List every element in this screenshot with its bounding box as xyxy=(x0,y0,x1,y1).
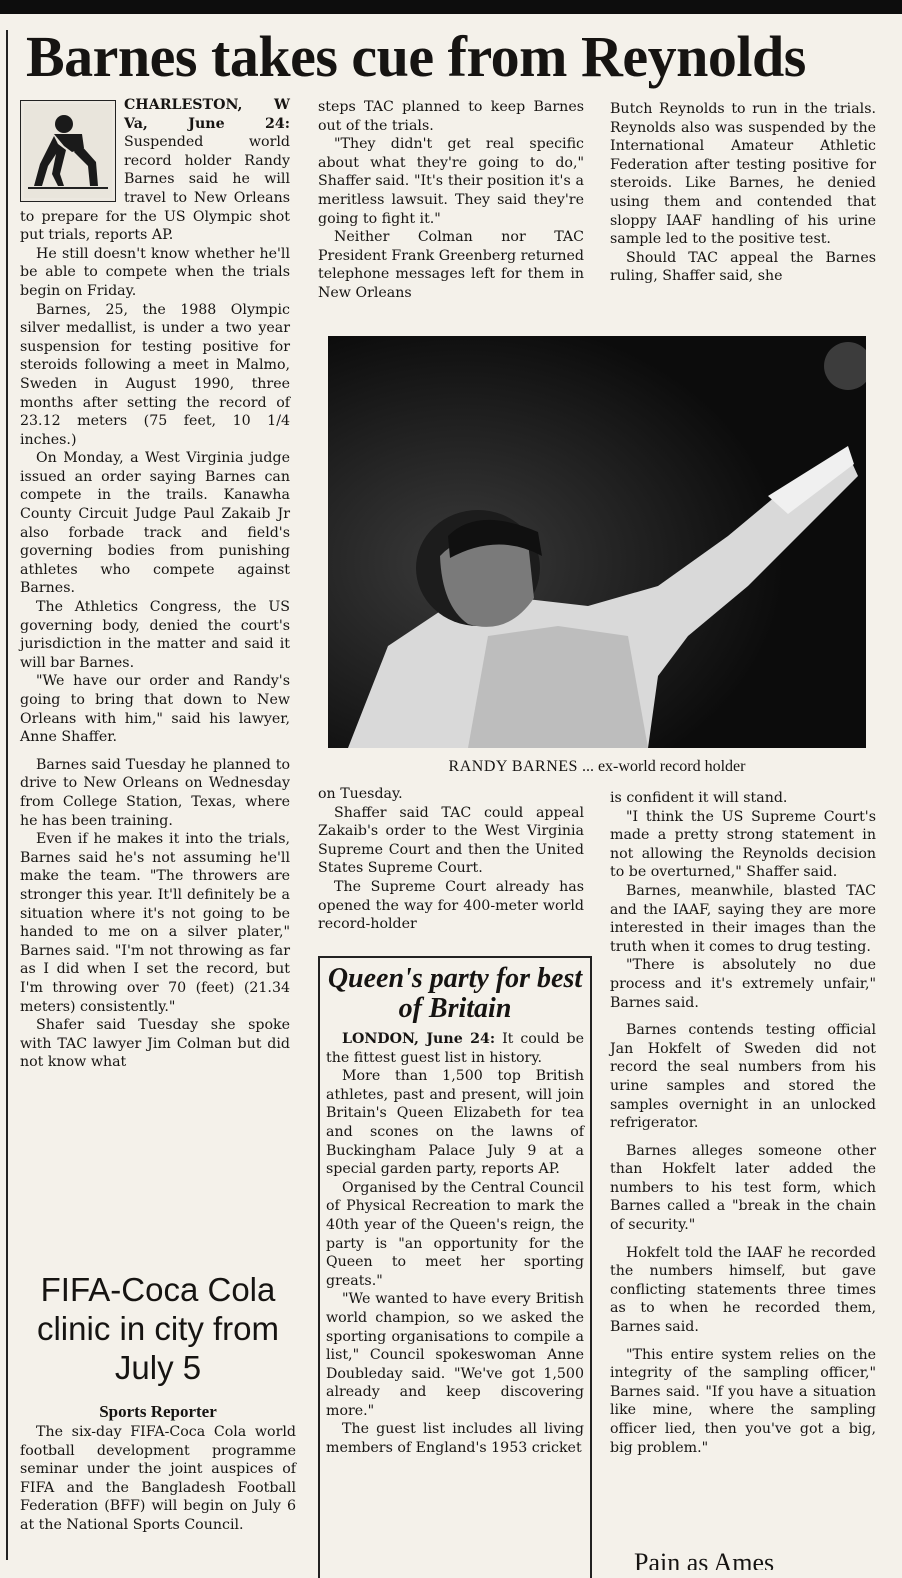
paragraph: "They didn't get real specific about what they're going to do," Shaffer said. "It's their position it's a meritless lawsuit. They said they're going to fight it." xyxy=(318,136,584,227)
column-rule xyxy=(6,30,8,1560)
main-story-column-3-continued xyxy=(610,789,876,1457)
paragraph: Barnes contends testing official Jan Hokfelt of Sweden did not record the seal numbers from his urine samples and stored the samples overnight in an unlocked refrigerator. xyxy=(610,1022,876,1132)
paragraph: The six-day FIFA-Coca Cola world football development programme seminar under the joint auspices of FIFA and the Bangladesh Football Federation (BFF) will begin on July 6 at the National Sports Council. xyxy=(20,1424,296,1533)
queen-party-story xyxy=(318,956,592,1578)
paragraph: He still doesn't know whether he'll be able to compete when the trials begin on Friday. xyxy=(20,245,290,299)
main-story-column-1 xyxy=(20,96,290,1072)
byline: Sports Reporter xyxy=(99,1402,217,1421)
main-story-column-2-continued xyxy=(318,785,584,934)
dateline: LONDON, June 24: xyxy=(342,1031,496,1047)
paragraph: More than 1,500 top British athletes, past and present, will join Britain's Queen Elizabeth for tea and scones on the lawns of Buckingham Palace July 9 at a special garden party, reports AP. xyxy=(326,1068,584,1178)
paragraph: on Tuesday. xyxy=(318,786,403,802)
paragraph: It could be the fittest guest list in history. xyxy=(326,1031,584,1066)
paragraph: Barnes said Tuesday he planned to drive to New Orleans on Wednesday from College Station, Texas, where he has been training. xyxy=(20,756,290,829)
fifa-headline: FIFA-Coca Cola clinic in city from July 5 xyxy=(36,1271,280,1386)
sprinter-logo-thumbnail xyxy=(20,100,116,202)
paragraph: "This entire system relies on the integrity of the sampling officer," Barnes said. "If you have a situation like mine, where the sampling officer lied, then you've got a big, big problem." xyxy=(610,1346,876,1456)
paragraph: "There is absolutely no due process and it's extremely unfair," Barnes said. xyxy=(610,957,876,1011)
queen-party-body xyxy=(320,1030,590,1458)
photo-caption xyxy=(328,756,866,778)
paragraph: Barnes, 25, the 1988 Olympic silver medallist, is under a two year suspension for testing positive for steroids following a meet in Malmo, Sweden in August 1990, three months after setting the record of 23.12 meters (75 feet, 10 1/4 inches.) xyxy=(20,301,290,448)
fifa-body xyxy=(20,1423,296,1535)
paragraph: Shaffer said TAC could appeal Zakaib's order to the West Virginia Supreme Court and then the United States Supreme Court. xyxy=(318,804,584,877)
caption-name: RANDY BARNES xyxy=(448,758,578,775)
paragraph: "We have our order and Randy's going to bring that down to New Orleans with him," said his lawyer, Anne Shaffer. xyxy=(20,673,290,746)
paragraph: Suspended world record holder Randy Barnes said he will travel to New Orleans to prepare for the US Olympic shot put trials, reports AP. xyxy=(20,134,290,244)
fifa-clinic-story xyxy=(20,1270,296,1535)
main-story-column-2 xyxy=(318,98,584,303)
paragraph: Shafer said Tuesday she spoke with TAC lawyer Jim Colman but did not know what xyxy=(20,1017,290,1071)
paragraph: Hokfelt told the IAAF he recorded the numbers himself, but gave conflicting statements three times as to when he recorded them, Barnes said. xyxy=(610,1244,876,1336)
paragraph: Organised by the Central Council of Physical Recreation to mark the 40th year of the Queen's reign, the party is "an opportunity for the Queen to meet her sporting greats." xyxy=(326,1179,584,1289)
paragraph: The Supreme Court already has opened the way for 400-meter world record-holder xyxy=(318,878,584,933)
paragraph: "We wanted to have every British world champion, so we asked the sporting organisations to compile a list," Council spokeswoman Anne Doubleday said. "We've got 1,500 already and keep discovering more." xyxy=(326,1291,584,1419)
paragraph: Butch Reynolds to run in the trials. Reynolds also was suspended by the International Amateur Athletic Federation after testing positive for steroids. Like Barnes, he denied using them and contended that sloppy IAAF handling of his urine sample led to the positive test. xyxy=(610,101,876,248)
paragraph: steps TAC planned to keep Barnes out of the trials. xyxy=(318,99,584,134)
randy-barnes-photo xyxy=(328,336,866,748)
paragraph: On Monday, a West Virginia judge issued an order saying Barnes can compete in the trails. Kanawha County Circuit Judge Paul Zakaib Jr also forbade track and field's governing bodies from punishing athletes who compete against Barnes. xyxy=(20,450,290,597)
top-border xyxy=(0,0,902,14)
dateline: CHARLESTON, W Va, June 24: xyxy=(124,97,290,132)
paragraph: "I think the US Supreme Court's made a pretty strong statement in not allowing the Reynolds decision to be overturned," Shaffer said. xyxy=(610,808,876,881)
paragraph: Neither Colman nor TAC President Frank Greenberg returned telephone messages left for them in New Orleans xyxy=(318,229,585,301)
main-story-column-3 xyxy=(610,100,876,286)
paragraph: is confident it will stand. xyxy=(610,790,788,806)
paragraph: Should TAC appeal the Barnes ruling, Shaffer said, she xyxy=(610,249,876,285)
caption-text: ... ex-world record holder xyxy=(581,758,746,775)
main-headline: Barnes takes cue from Reynolds xyxy=(26,24,806,89)
next-headline-fragment: Pain as Ames xyxy=(634,1548,775,1570)
paragraph: Barnes alleges someone other than Hokfelt later added the numbers to his test form, which Barnes called a "break in the chain of security." xyxy=(610,1142,876,1234)
paragraph: The Athletics Congress, the US governing body, denied the court's jurisdiction in the matter and said it will bar Barnes. xyxy=(20,599,290,671)
paragraph: Even if he makes it into the trials, Barnes said he's not assuming he'll make the team. "The throwers are stronger this year. It'll definitely be a situation where it's not going to be handed to me on a silver plater," Barnes said. "I'm not throwing as far as I did when I set the record, but I'm throwing over 70 (feet) (21.34 meters) consistently." xyxy=(20,831,290,1015)
queen-party-headline: Queen's party for best of Britain xyxy=(327,963,583,1024)
paragraph: The guest list includes all living members of England's 1953 cricket xyxy=(326,1421,584,1457)
paragraph: Barnes, meanwhile, blasted TAC and the IAAF, saying they are more interested in their images than the truth when it comes to drug testing. xyxy=(610,882,876,955)
